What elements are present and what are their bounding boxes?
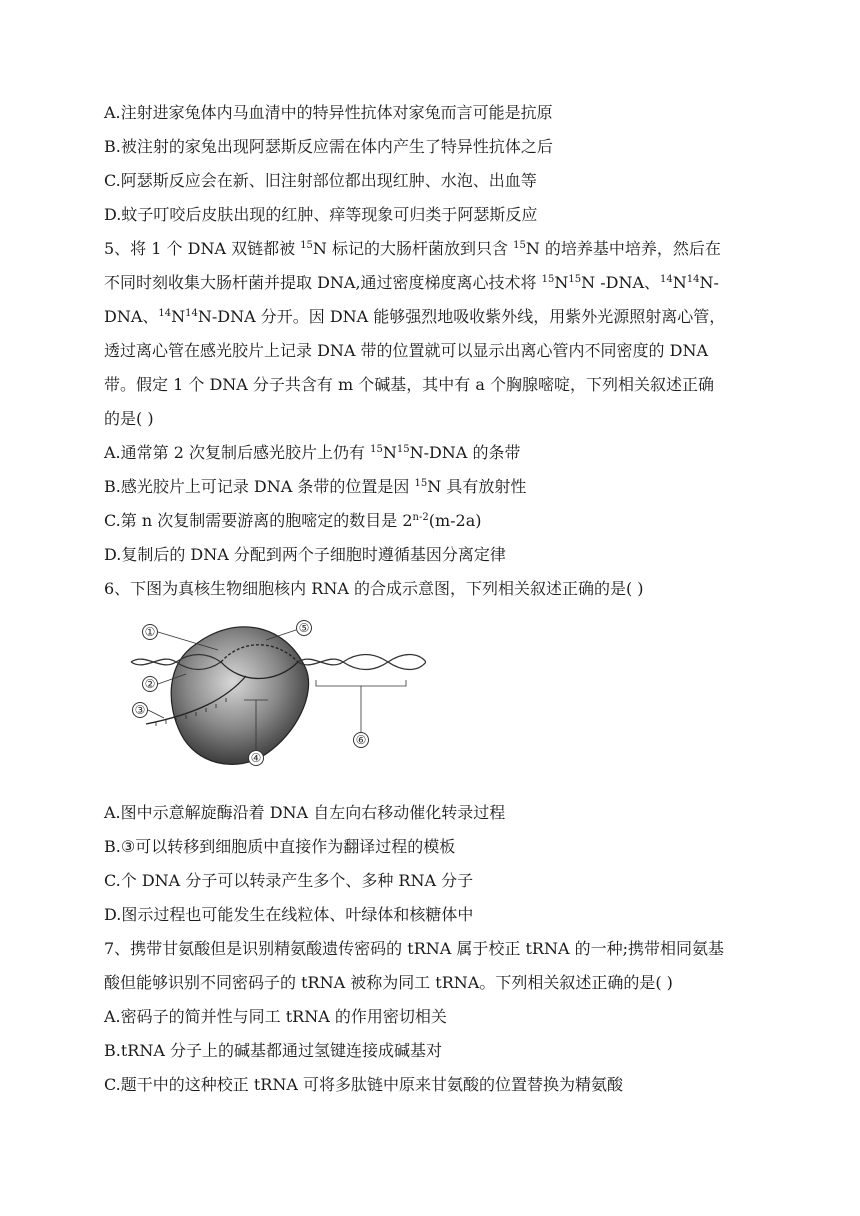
- q4-option-d: D.蚊子叮咬后皮肤出现的红肿、痒等现象可归类于阿瑟斯反应: [104, 205, 538, 224]
- q4-option-b: B.被注射的家兔出现阿瑟斯反应需在体内产生了特异性抗体之后: [104, 137, 553, 156]
- q6-option-d: D.图示过程也可能发生在线粒体、叶绿体和核糖体中: [104, 905, 474, 924]
- q5-option-d: D.复制后的 DNA 分配到两个子细胞时遵循基因分离定律: [104, 545, 506, 564]
- transcription-diagram-svg: [126, 614, 426, 774]
- q5-stem-line-2: 不同时刻收集大肠杆菌并提取 DNA,通过密度梯度离心技术将 $^{15}N^{15}N$ -DNA、$^{14}N^{14}N-$: [104, 273, 719, 292]
- q5-stem-line-4: 透过离心管在感光胶片上记录 DNA 带的位置就可以显示出离心管内不同密度的 DNA: [104, 341, 709, 360]
- q5-option-b: B.感光胶片上可记录 DNA 条带的位置是因 $^{15}$N 具有放射性: [104, 477, 527, 496]
- q7-option-a: A.密码子的简并性与同工 tRNA 的作用密切相关: [104, 1007, 447, 1026]
- q4-option-a: A.注射进家兔体内马血清中的特异性抗体对家兔而言可能是抗原: [104, 103, 553, 122]
- q6-option-c: C.个 DNA 分子可以转录产生多个、多种 RNA 分子: [104, 871, 474, 890]
- dna-right-strand-2: [298, 655, 426, 670]
- q5-stem-line-5: 带。假定 1 个 DNA 分子共含有 m 个碱基，其中有 a 个胸腺嘧啶，下列相关叙述正确: [104, 375, 714, 394]
- q7-stem-line-1: 7、携带甘氨酸但是识别精氨酸遗传密码的 tRNA 属于校正 tRNA 的一种;携带相同氨基: [104, 939, 724, 958]
- q4-option-c: C.阿瑟斯反应会在新、旧注射部位都出现红肿、水泡、出血等: [104, 171, 537, 190]
- q5-stem-line-1: 5、将 1 个 DNA 双链都被 $^{15}$N 标记的大肠杆菌放到只含 $^{15}$N 的培养基中培养，然后在: [104, 239, 721, 258]
- label-4: ④: [248, 750, 264, 766]
- q6-stem: 6、下图为真核生物细胞核内 RNA 的合成示意图，下列相关叙述正确的是( ): [104, 579, 644, 598]
- dna-right-strand-1: [298, 655, 426, 670]
- q5-option-c: C.第 n 次复制需要游离的胞嘧定的数目是 2$^{n-2}$(m-2a): [104, 511, 482, 530]
- leader-3: [148, 710, 164, 718]
- enzyme-shape: [171, 627, 308, 765]
- label-3: ③: [132, 702, 148, 718]
- q6-option-a: A.图中示意解旋酶沿着 DNA 自左向右移动催化转录过程: [104, 803, 506, 822]
- document-page: [104, 96, 764, 1102]
- q5-stem-line-6: 的是( ): [104, 409, 154, 428]
- q5-stem-line-3: DNA、$^{14}N^{14}N$-DNA 分开。因 DNA 能够强烈地吸收紫外线，用紫外光源照射离心管，: [104, 307, 726, 326]
- q5-option-a: A.通常第 2 次复制后感光胶片上仍有 $^{15}N^{15}N$-DNA 的条带: [104, 443, 521, 462]
- label-6: ⑥: [353, 732, 369, 748]
- q7-option-b: B.tRNA 分子上的碱基都通过氢键连接成碱基对: [104, 1041, 442, 1060]
- q7-stem-line-2: 酸但能够识别不同密码子的 tRNA 被称为同工 tRNA。下列相关叙述正确的是( ): [104, 973, 673, 992]
- q7-option-c: C.题干中的这种校正 tRNA 可将多肽链中原来甘氨酸的位置替换为精氨酸: [104, 1075, 623, 1094]
- label-2: ②: [142, 676, 158, 692]
- leader-6: [316, 680, 406, 732]
- label-5: ⑤: [296, 620, 312, 636]
- q6-option-b: B.③可以转移到细胞质中直接作为翻译过程的模板: [104, 837, 456, 856]
- label-1: ①: [142, 624, 158, 640]
- transcription-diagram: [126, 614, 426, 774]
